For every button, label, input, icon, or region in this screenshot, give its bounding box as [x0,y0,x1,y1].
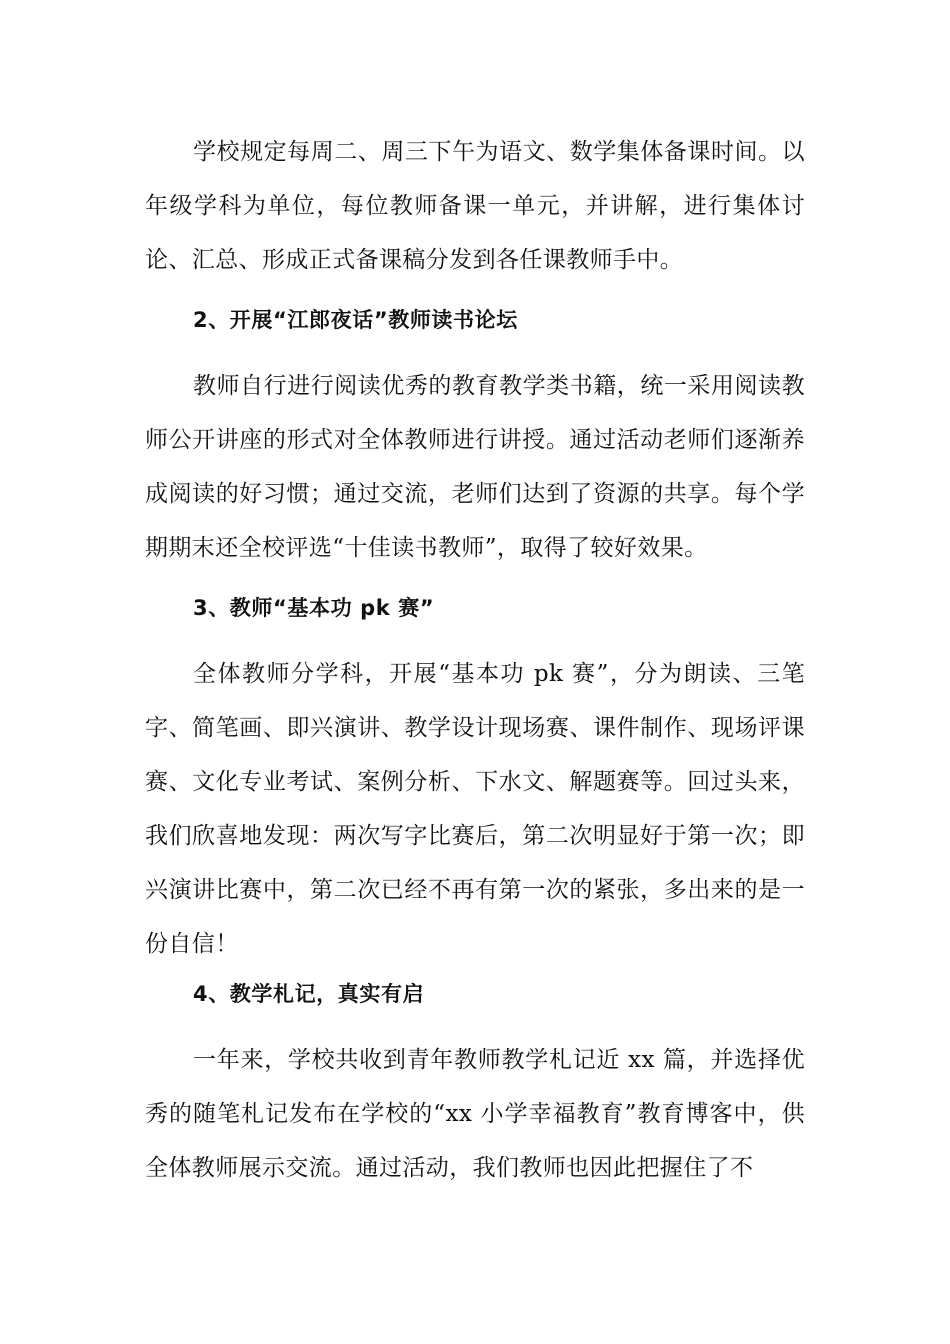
paragraph-block-3 [145,647,805,971]
heading-block-3 [145,588,805,628]
paragraph-collective-lesson-prep: 学校规定每周二、周三下午为语文、数学集体备课时间。以年级学科为单位，每位教师备课一单元，并讲解，进行集体讨论、汇总、形成正式备课稿分发到各任课教师手中。 [145,139,805,273]
section-heading-reading-forum: 2、开展“江郎夜话”教师读书论坛 [193,308,518,332]
paragraph-block-1 [145,125,805,287]
paragraph-skills-pk: 全体教师分学科，开展“基本功 pk 赛”，分为朗读、三笔字、简笔画、即兴演讲、教学设计现场赛、课件制作、现场评课赛、文化专业考试、案例分析、下水文、解题赛等。回过头来，我们欣喜地发现：两次写字比赛后，第二次明显好于第一次；即兴演讲比赛中，第二次已经不再有第一次的紧张，多出来的是一份自信！ [145,661,805,957]
section-heading-skills-pk: 3、教师“基本功 pk 赛” [193,596,435,620]
heading-block-2 [145,300,805,340]
paragraph-block-4 [145,1033,805,1195]
section-heading-teaching-notes: 4、教学札记，真实有启 [193,982,425,1006]
heading-block-4 [145,974,805,1014]
paragraph-teaching-notes: 一年来，学校共收到青年教师教学札记近 xx 篇，并选择优秀的随笔札记发布在学校的“xx 小学幸福教育”教育博客中，供全体教师展示交流。通过活动，我们教师也因此把握住了不 [145,1047,805,1181]
paragraph-block-2 [145,359,805,575]
paragraph-reading-forum: 教师自行进行阅读优秀的教育教学类书籍，统一采用阅读教师公开讲座的形式对全体教师进行讲授。通过活动老师们逐渐养成阅读的好习惯；通过交流，老师们达到了资源的共享。每个学期期末还全校评选“十佳读书教师”，取得了较好效果。 [145,373,805,561]
